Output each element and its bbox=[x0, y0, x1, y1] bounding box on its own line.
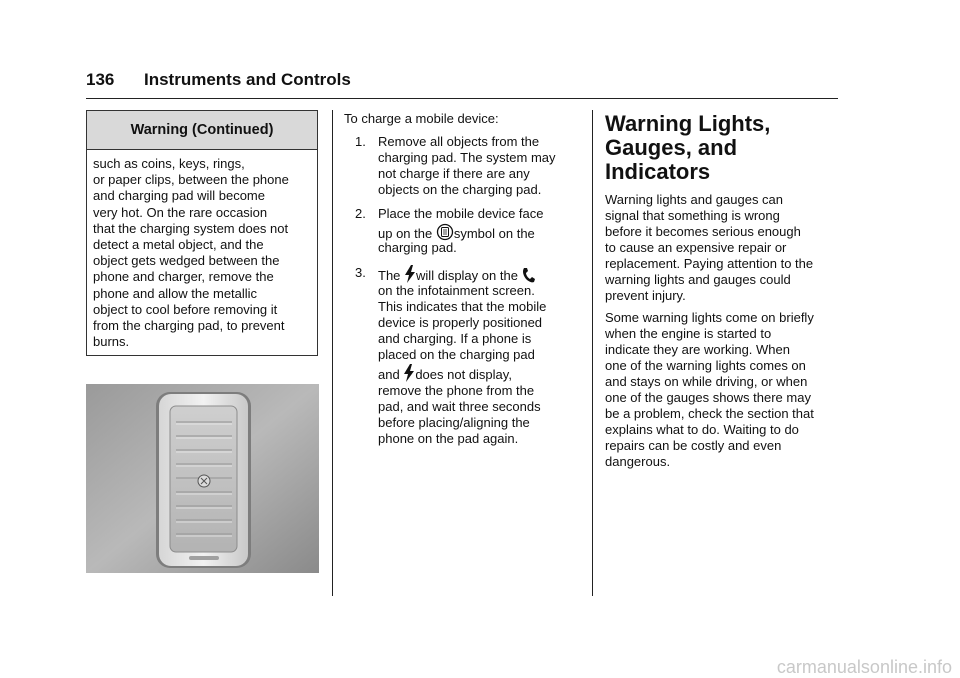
intro-paragraph-line: Warning lights and gauges can bbox=[605, 192, 784, 207]
warning-lights-paragraph-line: one of the warning lights comes on bbox=[605, 358, 806, 373]
step-1-line: Remove all objects from the bbox=[378, 134, 540, 149]
section-heading: Indicators bbox=[605, 159, 711, 184]
warning-lights-paragraph-line: and stays on while driving, or when bbox=[605, 374, 808, 389]
step-3-the: The bbox=[378, 268, 401, 283]
warning-lights-paragraph-line: be a problem, check the section that bbox=[605, 406, 814, 421]
intro-paragraph-line: before it becomes serious enough bbox=[605, 224, 801, 239]
warning-lights-paragraph-line: repairs can be costly and even bbox=[605, 438, 782, 453]
warning-title: Warning (Continued) bbox=[87, 111, 317, 150]
watermark: carmanualsonline.info bbox=[776, 657, 952, 677]
warning-lights-paragraph-line: indicate they are working. When bbox=[605, 342, 790, 357]
step-2-line: charging pad. bbox=[378, 240, 457, 255]
section-title: Instruments and Controls bbox=[144, 70, 351, 89]
step-3-line: device is properly positioned bbox=[378, 315, 543, 330]
warning-lights-paragraph-line: dangerous. bbox=[605, 454, 671, 469]
column-divider-1 bbox=[332, 110, 333, 596]
warning-lights-paragraph-line: one of the gauges shows there may bbox=[605, 390, 811, 405]
warning-line: phone and allow the metallic bbox=[93, 285, 258, 301]
warning-line: very hot. On the rare occasion bbox=[93, 204, 268, 220]
step-3-line: before placing/aligning the bbox=[378, 415, 530, 430]
intro-paragraph-line: signal that something is wrong bbox=[605, 208, 780, 223]
step-3-line: placed on the charging pad bbox=[378, 347, 535, 362]
intro-paragraph-line: replacement. Paying attention to the bbox=[605, 256, 814, 271]
step-3-line: This indicates that the mobile bbox=[378, 299, 547, 314]
step-3-line: on the infotainment screen. bbox=[378, 283, 535, 298]
section-heading: Gauges, and bbox=[605, 135, 738, 160]
header-rule bbox=[86, 98, 838, 99]
step-3-line: and charging. If a phone is bbox=[378, 331, 532, 346]
warning-box bbox=[86, 110, 318, 356]
step-1-line: charging pad. The system may bbox=[378, 150, 556, 165]
warning-line: object to cool before removing it bbox=[93, 301, 278, 317]
step-3-line: pad, and wait three seconds bbox=[378, 399, 541, 414]
warning-line: object gets wedged between the bbox=[93, 253, 280, 269]
intro-paragraph-line: warning lights and gauges could bbox=[605, 272, 791, 287]
step-1-line: not charge if there are any bbox=[378, 166, 530, 181]
section-heading: Warning Lights, bbox=[605, 111, 771, 136]
step-2-symbol-text: symbol on the bbox=[453, 226, 535, 241]
step-3-does: does not display, bbox=[415, 367, 512, 382]
warning-line: that the charging system does not bbox=[93, 220, 289, 236]
warning-body bbox=[87, 150, 317, 350]
warning-line: burns. bbox=[93, 334, 130, 350]
step-3-line: phone on the pad again. bbox=[378, 431, 519, 446]
page-number: 136 bbox=[86, 70, 115, 89]
step-2-line: Place the mobile device face bbox=[378, 206, 544, 221]
warning-lights-paragraph-line: when the engine is started to bbox=[605, 326, 772, 341]
warning-line: and charging pad will become bbox=[93, 188, 265, 204]
step-3-line: remove the phone from the bbox=[378, 383, 535, 398]
charge-intro: To charge a mobile device: bbox=[344, 111, 499, 126]
step-2-upon: up on the bbox=[378, 226, 433, 241]
column-divider-2 bbox=[592, 110, 593, 596]
intro-paragraph-line: prevent injury. bbox=[605, 288, 686, 303]
step-2-number: 2. bbox=[355, 206, 366, 221]
charging-pad-photo bbox=[86, 384, 319, 573]
step-1-line: objects on the charging pad. bbox=[378, 182, 542, 197]
step-1-number: 1. bbox=[355, 134, 366, 149]
warning-line: or paper clips, between the phone bbox=[93, 172, 289, 188]
warning-lights-paragraph-line: Some warning lights come on briefly bbox=[605, 310, 814, 325]
step-3-and: and bbox=[378, 367, 400, 382]
step-3-number: 3. bbox=[355, 265, 366, 280]
warning-line: phone and charger, remove the bbox=[93, 269, 274, 285]
warning-line: from the charging pad, to prevent bbox=[93, 318, 285, 334]
warning-line: such as coins, keys, rings, bbox=[93, 156, 245, 171]
step-3-will: will display on the bbox=[416, 268, 518, 283]
intro-paragraph-line: to cause an expensive repair or bbox=[605, 240, 787, 255]
warning-lights-paragraph-line: explains what to do. Waiting to do bbox=[605, 422, 799, 437]
warning-line: detect a metal object, and the bbox=[93, 237, 264, 253]
